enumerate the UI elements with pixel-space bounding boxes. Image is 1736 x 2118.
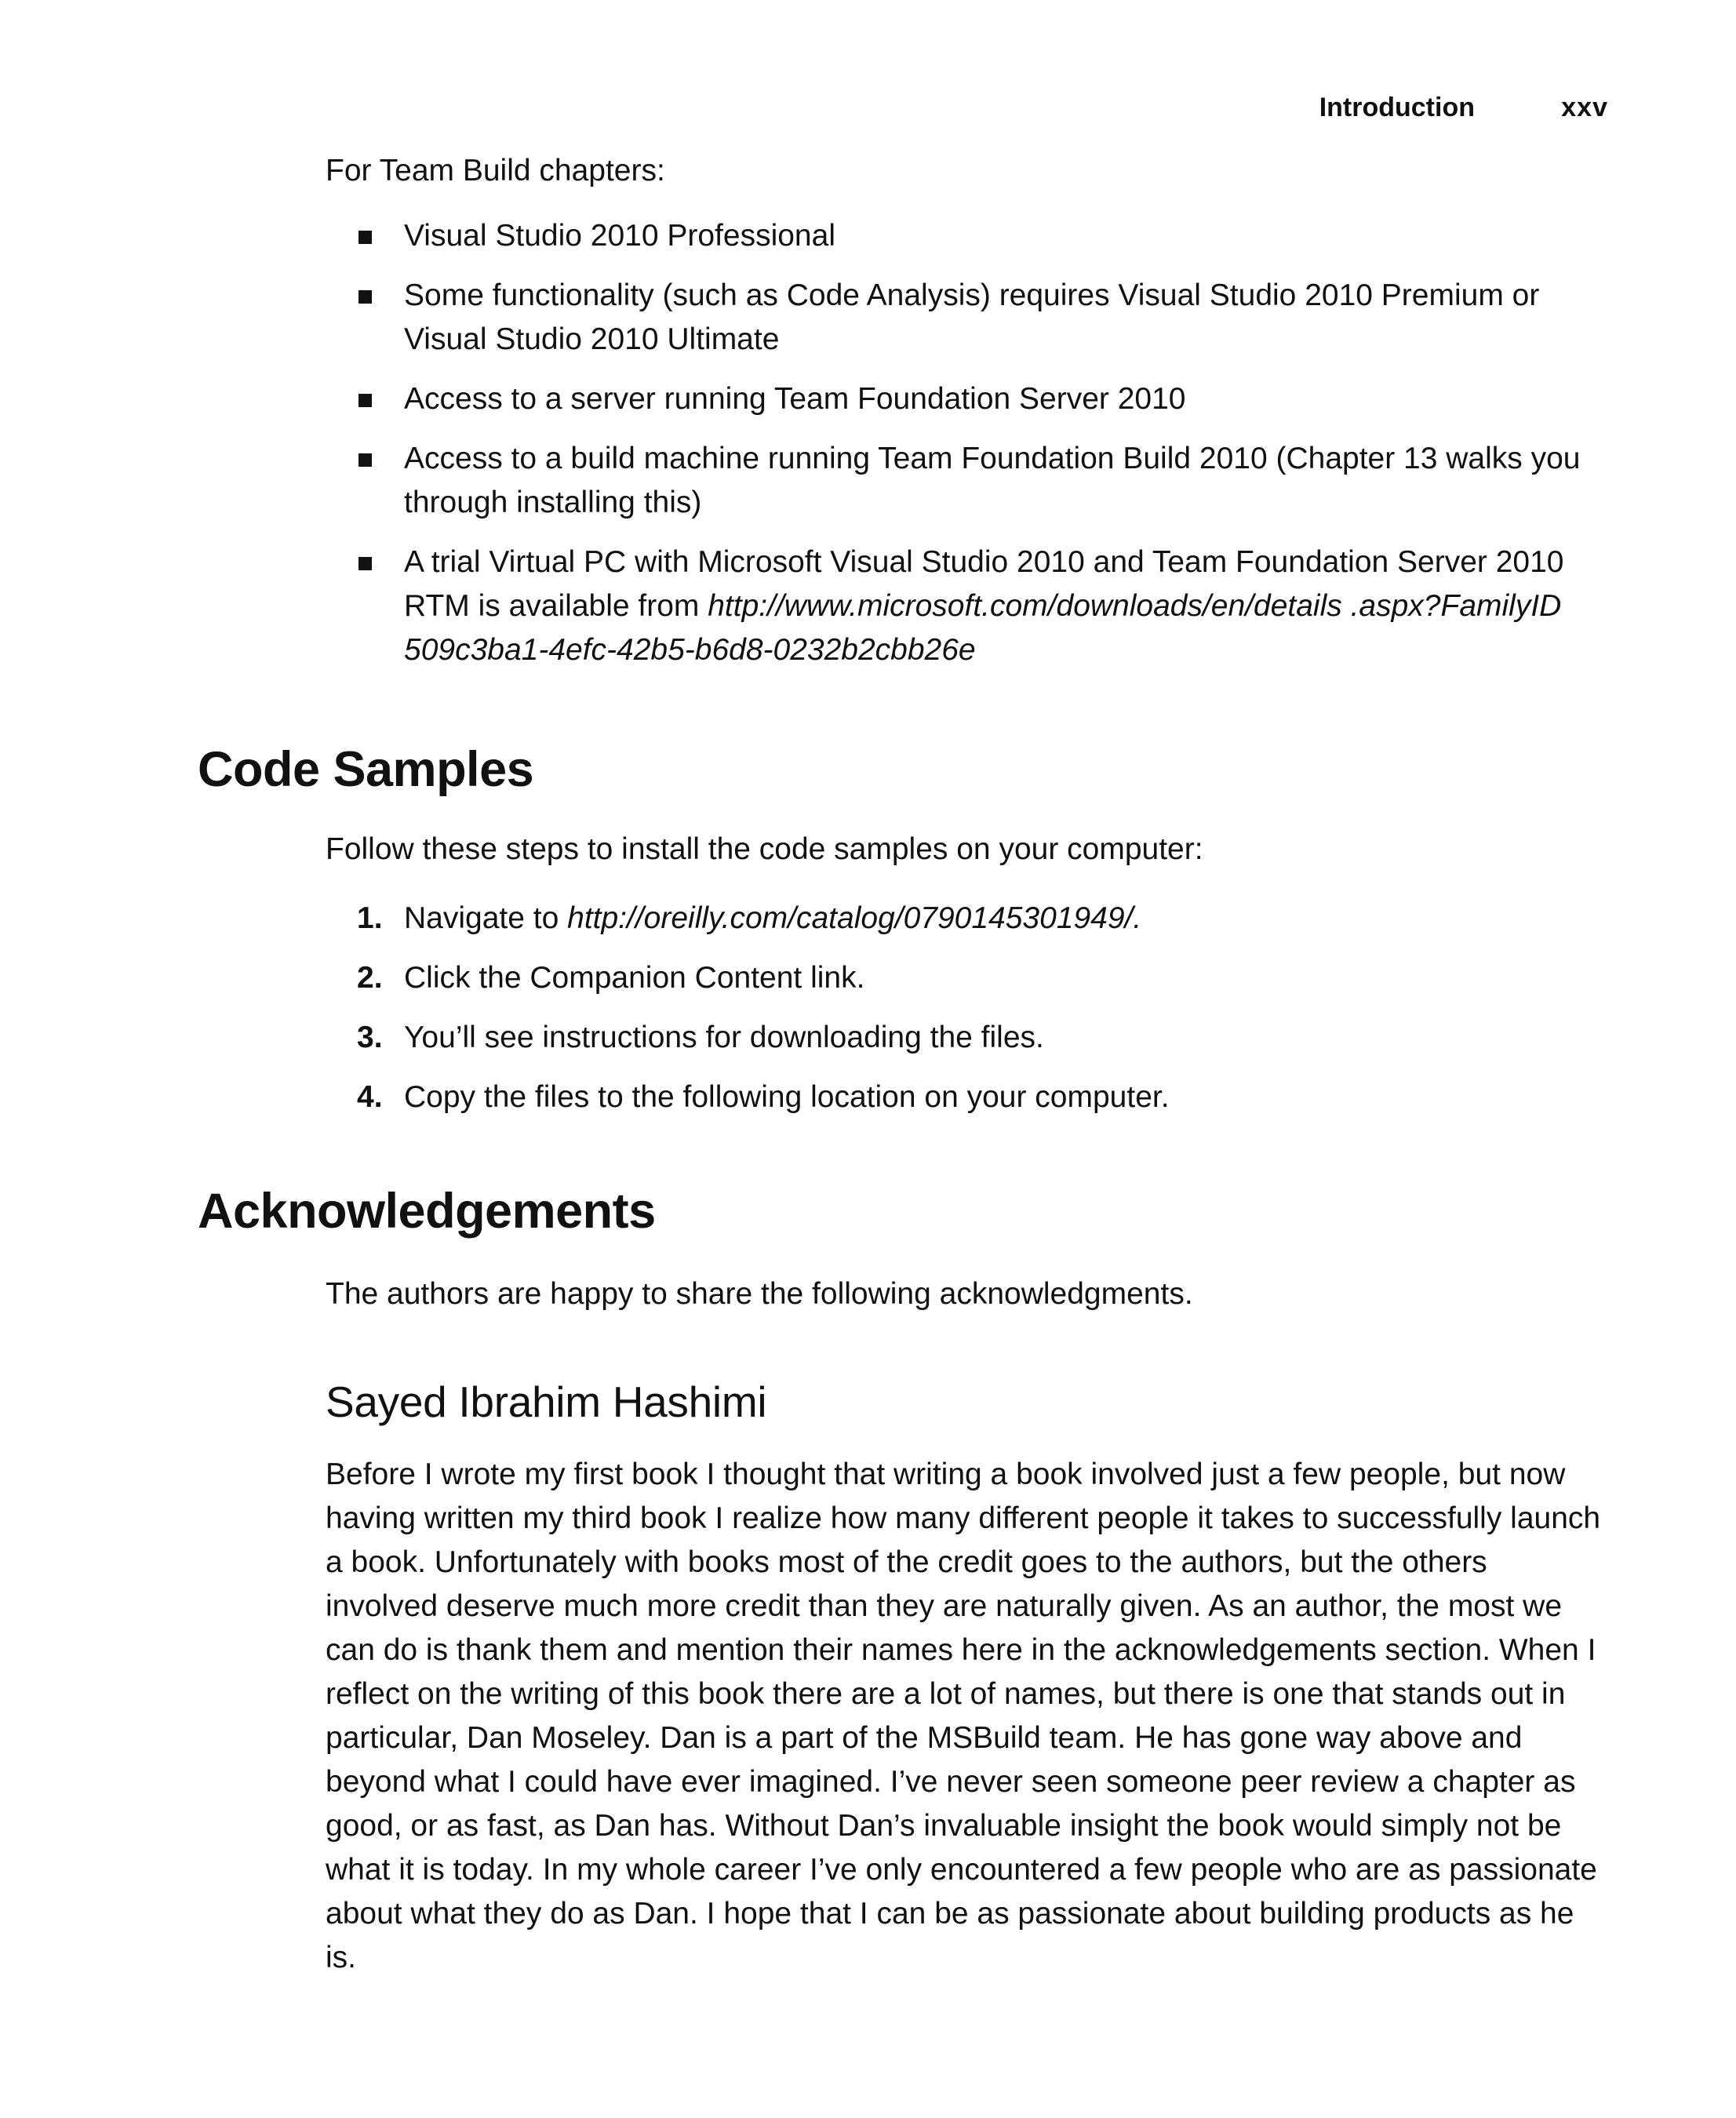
code-samples-intro: Follow these steps to install the code samples on your computer: <box>326 832 1203 866</box>
step-item <box>326 1016 1612 1060</box>
companion-catalog-link[interactable]: http://oreilly.com/catalog/0790145301949/. <box>567 901 1142 935</box>
header-page-number: xxv <box>1561 93 1608 122</box>
step-number: 2. <box>357 961 383 995</box>
step-text: Click the Companion Content link. <box>404 961 865 995</box>
square-bullet-icon <box>358 557 372 570</box>
code-samples-heading: Code Samples <box>198 742 534 797</box>
list-item <box>326 274 1612 362</box>
author-subheading: Sayed Ibrahim Hashimi <box>326 1377 767 1426</box>
step-text: Copy the files to the following location on your computer. <box>404 1080 1170 1114</box>
square-bullet-icon <box>358 394 372 407</box>
list-item <box>326 540 1612 672</box>
header-section-name: Introduction <box>1319 93 1475 122</box>
acknowledgement-paragraph: Before I wrote my first book I thought that writing a book involved just a few people, but now having written my third book I realize how many different people it takes to successfully launch a book. Unfortunately with books most of the credit goes to the authors, but the others involved deserve much more credit than they are naturally given. As an author, the most we can do is thank them and mention their names here in the acknowledgements section. When I reflect on the writing of this book there are a lot of names, but there is one that stands out in particular, Dan Moseley. Dan is a part of the MSBuild team. He has gone way above and beyond what I could have ever imagined. I’ve never seen someone peer review a chapter as good, or as fast, as Dan has. Without Dan’s invaluable insight the book would simply not be what it is today. In my whole career I’ve only encountered a few people who are as passionate about what they do as Dan. I hope that I can be as passionate about building products as he is. <box>326 1457 1601 1974</box>
list-item <box>326 437 1612 525</box>
list-item-text: A trial Virtual PC with Microsoft Visual Studio 2010 and Team Foundation Server 2010 RTM is available from <box>404 545 1564 623</box>
step-number: 1. <box>357 901 383 935</box>
square-bullet-icon <box>358 231 372 244</box>
list-item-text: Some functionality (such as Code Analysis) requires Visual Studio 2010 Premium or Visual Studio 2010 Ultimate <box>404 278 1540 356</box>
list-item <box>326 377 1612 421</box>
virtual-pc-download-link[interactable]: http://www.microsoft.com/downloads/en/details .aspx?FamilyID 509c3ba1-4efc-42b5-b6d8-0232b2cbb26e <box>404 589 1562 667</box>
square-bullet-icon <box>358 290 372 304</box>
list-item-text: Access to a build machine running Team Foundation Build 2010 (Chapter 13 walks you through installing this) <box>404 442 1581 519</box>
list-item <box>326 214 1612 258</box>
team-build-requirements-list <box>326 214 1612 688</box>
acknowledgements-intro: The authors are happy to share the following acknowledgments. <box>326 1277 1193 1311</box>
step-number: 3. <box>357 1021 383 1054</box>
step-item <box>326 1075 1612 1119</box>
code-samples-steps <box>326 897 1612 1135</box>
list-item-text: Visual Studio 2010 Professional <box>404 219 835 253</box>
step-item <box>326 897 1612 941</box>
step-text: You’ll see instructions for downloading the files. <box>404 1021 1044 1054</box>
team-build-intro: For Team Build chapters: <box>326 154 665 187</box>
list-item-text: Access to a server running Team Foundation Server 2010 <box>404 382 1186 416</box>
step-text: Navigate to <box>404 901 568 935</box>
step-item <box>326 956 1612 1000</box>
acknowledgements-heading: Acknowledgements <box>198 1184 656 1239</box>
step-number: 4. <box>357 1080 383 1114</box>
square-bullet-icon <box>358 453 372 467</box>
running-header <box>1177 93 1608 132</box>
